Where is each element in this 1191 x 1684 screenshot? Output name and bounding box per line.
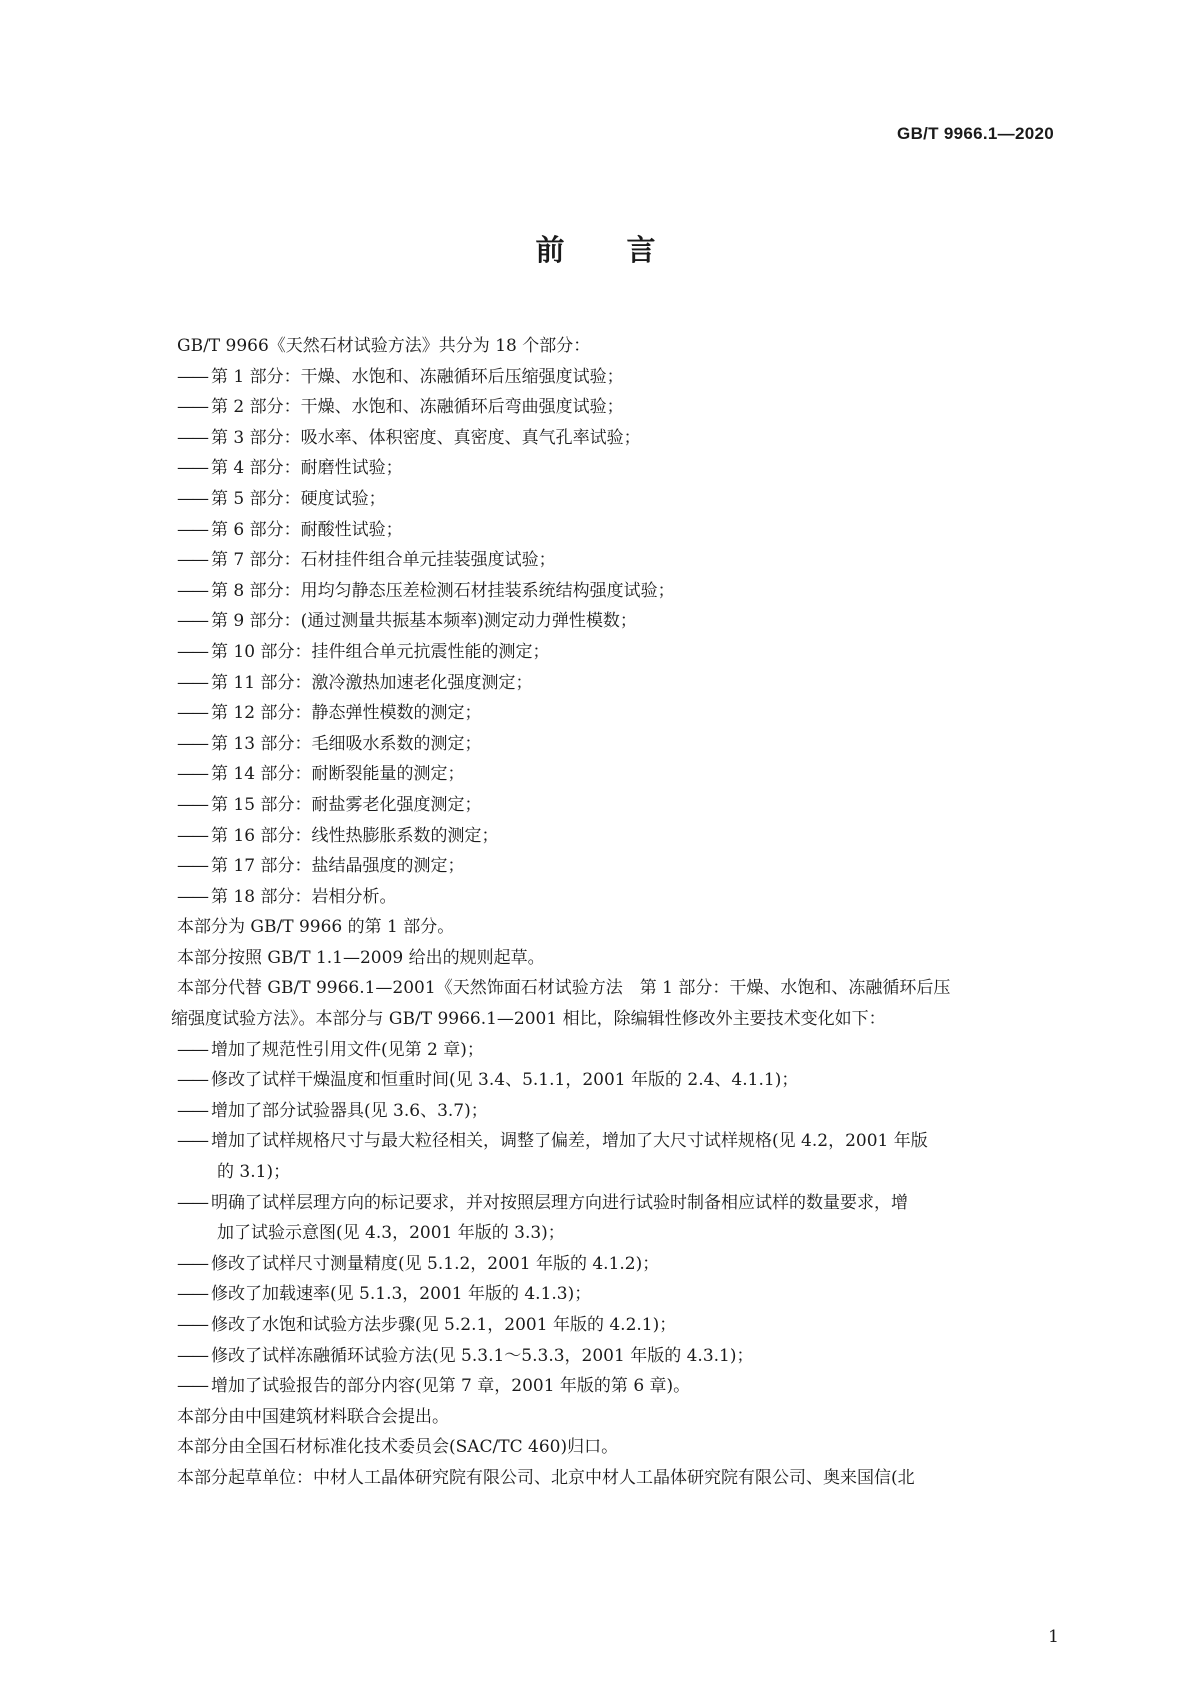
- replaces-paragraph-line1: 本部分代替 GB/T 9966.1—2001《天然饰面石材试验方法 第 1 部分：干燥、水饱和、冻融循环后压: [177, 978, 951, 999]
- part-of-paragraph: 本部分为 GB/T 9966 的第 1 部分。: [177, 917, 455, 938]
- parts-list-item: [171, 851, 1056, 882]
- changes-list: [171, 1035, 1056, 1402]
- parts-list-item-text: 第 18 部分：岩相分析。: [211, 886, 397, 907]
- list-dash: ——: [177, 1070, 207, 1091]
- parts-list-item: [171, 882, 1056, 913]
- list-dash: ——: [177, 580, 207, 601]
- list-dash: ——: [177, 641, 207, 662]
- list-dash: ——: [177, 488, 207, 509]
- list-dash: ——: [177, 1345, 207, 1366]
- drafting-units-paragraph: 本部分起草单位：中材人工晶体研究院有限公司、北京中材人工晶体研究院有限公司、奥来国信(北: [177, 1467, 915, 1488]
- parts-list-item: [171, 362, 1056, 393]
- parts-list-item-text: 第 16 部分：线性热膨胀系数的测定；: [211, 825, 499, 846]
- parts-list-item: [171, 453, 1056, 484]
- change-item-text: 修改了水饱和试验方法步骤(见 5.2.1，2001 年版的 4.2.1)；: [211, 1315, 677, 1335]
- change-item-text: 增加了规范性引用文件(见第 2 章)；: [211, 1039, 484, 1060]
- parts-list-item-text: 第 3 部分：吸水率、体积密度、真密度、真气孔率试验；: [211, 427, 641, 448]
- change-item: [171, 1035, 1056, 1066]
- centralized-by-paragraph: 本部分由全国石材标准化技术委员会(SAC/TC 460)归口。: [177, 1437, 619, 1458]
- list-dash: ——: [177, 519, 207, 540]
- parts-list-item: [171, 759, 1056, 790]
- foreword-body: [171, 331, 1056, 1494]
- parts-list-item: [171, 790, 1056, 821]
- intro-paragraph: GB/T 9966《天然石材试验方法》共分为 18 个部分：: [177, 336, 591, 356]
- parts-list-item-text: 第 12 部分：静态弹性模数的测定；: [211, 703, 482, 724]
- list-dash: ——: [177, 458, 207, 479]
- list-dash: ——: [177, 427, 207, 448]
- change-item-text: 增加了试验报告的部分内容(见第 7 章，2001 年版的第 6 章)。: [211, 1376, 691, 1397]
- list-dash: ——: [177, 1315, 207, 1335]
- change-item-text: 修改了试样干燥温度和恒重时间(见 3.4、5.1.1，2001 年版的 2.4、4.1.1)；: [211, 1070, 799, 1091]
- list-dash: ——: [177, 825, 207, 846]
- change-item-text: 明确了试样层理方向的标记要求，并对按照层理方向进行试验时制备相应试样的数量要求，增: [211, 1192, 908, 1213]
- parts-list-item: [171, 576, 1056, 607]
- parts-list: [171, 362, 1056, 913]
- change-item-continuation: 加了试验示意图(见 4.3，2001 年版的 3.3)；: [217, 1223, 565, 1244]
- parts-list-item: [171, 668, 1056, 699]
- list-dash: ——: [177, 1039, 207, 1060]
- parts-list-item-text: 第 14 部分：耐断裂能量的测定；: [211, 764, 465, 785]
- list-dash: ——: [177, 1284, 207, 1305]
- parts-list-item: [171, 515, 1056, 546]
- change-item: [171, 1126, 1056, 1157]
- change-item: [171, 1310, 1056, 1341]
- replaces-paragraph-line2: 缩强度试验方法》。本部分与 GB/T 9966.1—2001 相比，除编辑性修改外主要技术变化如下：: [171, 1009, 886, 1030]
- list-dash: ——: [177, 733, 207, 754]
- list-dash: ——: [177, 1100, 207, 1121]
- parts-list-item-text: 第 4 部分：耐磨性试验；: [211, 458, 403, 479]
- parts-list-item-text: 第 9 部分：(通过测量共振基本频率)测定动力弹性模数；: [211, 611, 637, 632]
- parts-list-item-text: 第 5 部分：硬度试验；: [211, 488, 386, 509]
- list-dash: ——: [177, 764, 207, 785]
- list-dash: ——: [177, 1253, 207, 1274]
- change-item-text: 修改了试样冻融循环试验方法(见 5.3.1～5.3.3，2001 年版的 4.3.1)；: [211, 1345, 754, 1366]
- parts-list-item: [171, 821, 1056, 852]
- parts-list-item-text: 第 2 部分：干燥、水饱和、冻融循环后弯曲强度试验；: [211, 397, 624, 418]
- parts-list-item-text: 第 7 部分：石材挂件组合单元挂装强度试验；: [211, 550, 556, 571]
- change-item-text: 增加了试样规格尺寸与最大粒径相关，调整了偏差，增加了大尺寸试样规格(见 4.2，2001 年版: [211, 1131, 928, 1152]
- list-dash: ——: [177, 550, 207, 571]
- parts-list-item-text: 第 13 部分：毛细吸水系数的测定；: [211, 733, 482, 754]
- list-dash: ——: [177, 703, 207, 724]
- change-item-text: 修改了加载速率(见 5.1.3，2001 年版的 4.1.3)；: [211, 1284, 592, 1305]
- list-dash: ——: [177, 856, 207, 877]
- parts-list-item-text: 第 8 部分：用均匀静态压差检测石材挂装系统结构强度试验；: [211, 580, 675, 601]
- change-item: [171, 1096, 1056, 1127]
- change-item-continuation: 的 3.1)；: [217, 1162, 291, 1183]
- page-title: 前 言: [535, 233, 682, 267]
- change-item: [171, 1188, 1056, 1219]
- parts-list-item: [171, 729, 1056, 760]
- parts-list-item: [171, 698, 1056, 729]
- list-dash: ——: [177, 366, 207, 387]
- parts-list-item-text: 第 6 部分：耐酸性试验；: [211, 519, 403, 540]
- parts-list-item: [171, 484, 1056, 515]
- parts-list-item-text: 第 15 部分：耐盐雾老化强度测定；: [211, 794, 482, 815]
- list-dash: ——: [177, 1131, 207, 1152]
- parts-list-item-text: 第 17 部分：盐结晶强度的测定；: [211, 856, 465, 877]
- list-dash: ——: [177, 672, 207, 693]
- change-item: [171, 1279, 1056, 1310]
- parts-list-item-text: 第 1 部分：干燥、水饱和、冻融循环后压缩强度试验；: [211, 366, 624, 387]
- proposed-by-paragraph: 本部分由中国建筑材料联合会提出。: [177, 1406, 449, 1427]
- change-item: [171, 1371, 1056, 1402]
- change-item: [171, 1065, 1056, 1096]
- list-dash: ——: [177, 794, 207, 815]
- standard-number: GB/T 9966.1—2020: [897, 124, 1054, 143]
- page-number: 1: [1048, 1627, 1059, 1647]
- parts-list-item: [171, 606, 1056, 637]
- change-item-text: 增加了部分试验器具(见 3.6、3.7)；: [211, 1100, 488, 1121]
- parts-list-item: [171, 423, 1056, 454]
- change-item: [171, 1249, 1056, 1280]
- change-item-text: 修改了试样尺寸测量精度(见 5.1.2，2001 年版的 4.1.2)；: [211, 1253, 660, 1274]
- list-dash: ——: [177, 611, 207, 632]
- parts-list-item-text: 第 10 部分：挂件组合单元抗震性能的测定；: [211, 641, 550, 662]
- parts-list-item: [171, 392, 1056, 423]
- drafting-rules-paragraph: 本部分按照 GB/T 1.1—2009 给出的规则起草。: [177, 947, 545, 968]
- parts-list-item-text: 第 11 部分：激冷激热加速老化强度测定；: [211, 672, 533, 693]
- parts-list-item: [171, 637, 1056, 668]
- change-item: [171, 1341, 1056, 1372]
- list-dash: ——: [177, 1192, 207, 1213]
- list-dash: ——: [177, 1376, 207, 1397]
- list-dash: ——: [177, 886, 207, 907]
- parts-list-item: [171, 545, 1056, 576]
- list-dash: ——: [177, 397, 207, 418]
